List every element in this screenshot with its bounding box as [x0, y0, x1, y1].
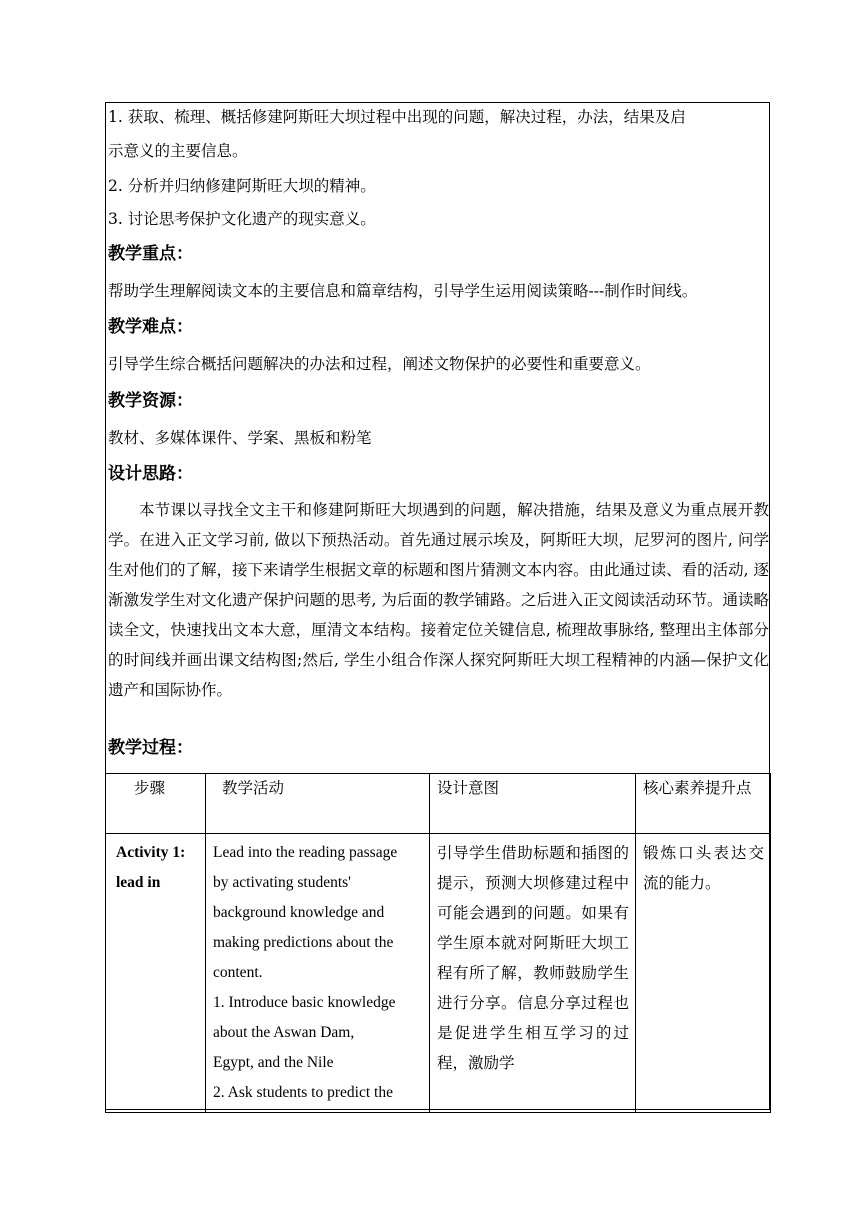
- process-heading: 教学过程：: [108, 738, 193, 758]
- design-heading: 设计思路：: [108, 464, 193, 484]
- difficulties-heading: 教学难点：: [108, 317, 193, 337]
- competency-cell: 锻炼口头表达交流的能力。: [636, 834, 771, 1113]
- col-step: 步骤: [106, 774, 206, 834]
- resources-text: 教材、多媒体课件、学案、黑板和粉笔: [108, 429, 372, 447]
- key-points-text: 帮助学生理解阅读文本的主要信息和篇章结构，引导学生运用阅读策略---制作时间线。: [108, 282, 698, 300]
- resources-heading: 教学资源：: [108, 391, 193, 411]
- col-activity: 教学活动: [206, 774, 430, 834]
- process-table: [105, 773, 771, 1113]
- design-paragraph: 本节课以寻找全文主干和修建阿斯旺大坝遇到的问题，解决措施，结果及意义为重点展开教学。在进入正文学习前, 做以下预热活动。首先通过展示埃及，阿斯旺大坝，尼罗河的图片, 问学生对他们的了解，接下来请学生根据文章的标题和图片猜测文本内容。由此通过读、看的活动, 逐渐激发学生对文化遗产保护问题的思考, 为后面的教学铺路。之后进入正文阅读活动环节。通读略读全文，快速找出文本大意，厘清文本结构。接着定位关键信息, 梳理故事脉络, 整理出主体部分的时间线并画出课文结构图;然后, 学生小组合作深人探究阿斯旺大坝工程精神的内涵—保护文化遗产和国际协作。: [108, 501, 769, 699]
- objective-line-2: 示意义的主要信息。: [108, 142, 248, 160]
- key-points-heading: 教学重点：: [108, 244, 193, 264]
- activity-cell: Lead into the reading passage by activating students' background knowledge and making predictions about the content. 1. Introduce basic knowledge about the Aswan Dam, Egypt, and the Nile 2. Ask students to predict the: [206, 834, 430, 1113]
- objective-line-4: 3. 讨论思考保护文化遗产的现实意义。: [108, 210, 376, 228]
- intent-cell: 引导学生借助标题和插图的提示，预测大坝修建过程中可能会遇到的问题。如果有学生原本就对阿斯旺大坝工程有所了解，教师鼓励学生进行分享。信息分享过程也是促进学生相互学习的过程，激励学: [430, 834, 636, 1113]
- difficulties-text: 引导学生综合概括问题解决的办法和过程，阐述文物保护的必要性和重要意义。: [108, 355, 651, 373]
- step-cell: Activity 1: lead in: [106, 834, 206, 1113]
- lesson-plan-frame: [105, 102, 770, 1110]
- col-intent: 设计意图: [430, 774, 636, 834]
- objective-line-1: 1. 获取、梳理、概括修建阿斯旺大坝过程中出现的问题，解决过程，办法，结果及启: [108, 108, 686, 126]
- table-row: [106, 834, 771, 1113]
- objective-line-3: 2. 分析并归纳修建阿斯旺大坝的精神。: [108, 177, 376, 195]
- process-table-header: [106, 774, 771, 834]
- col-competency: 核心素养提升点: [636, 774, 771, 834]
